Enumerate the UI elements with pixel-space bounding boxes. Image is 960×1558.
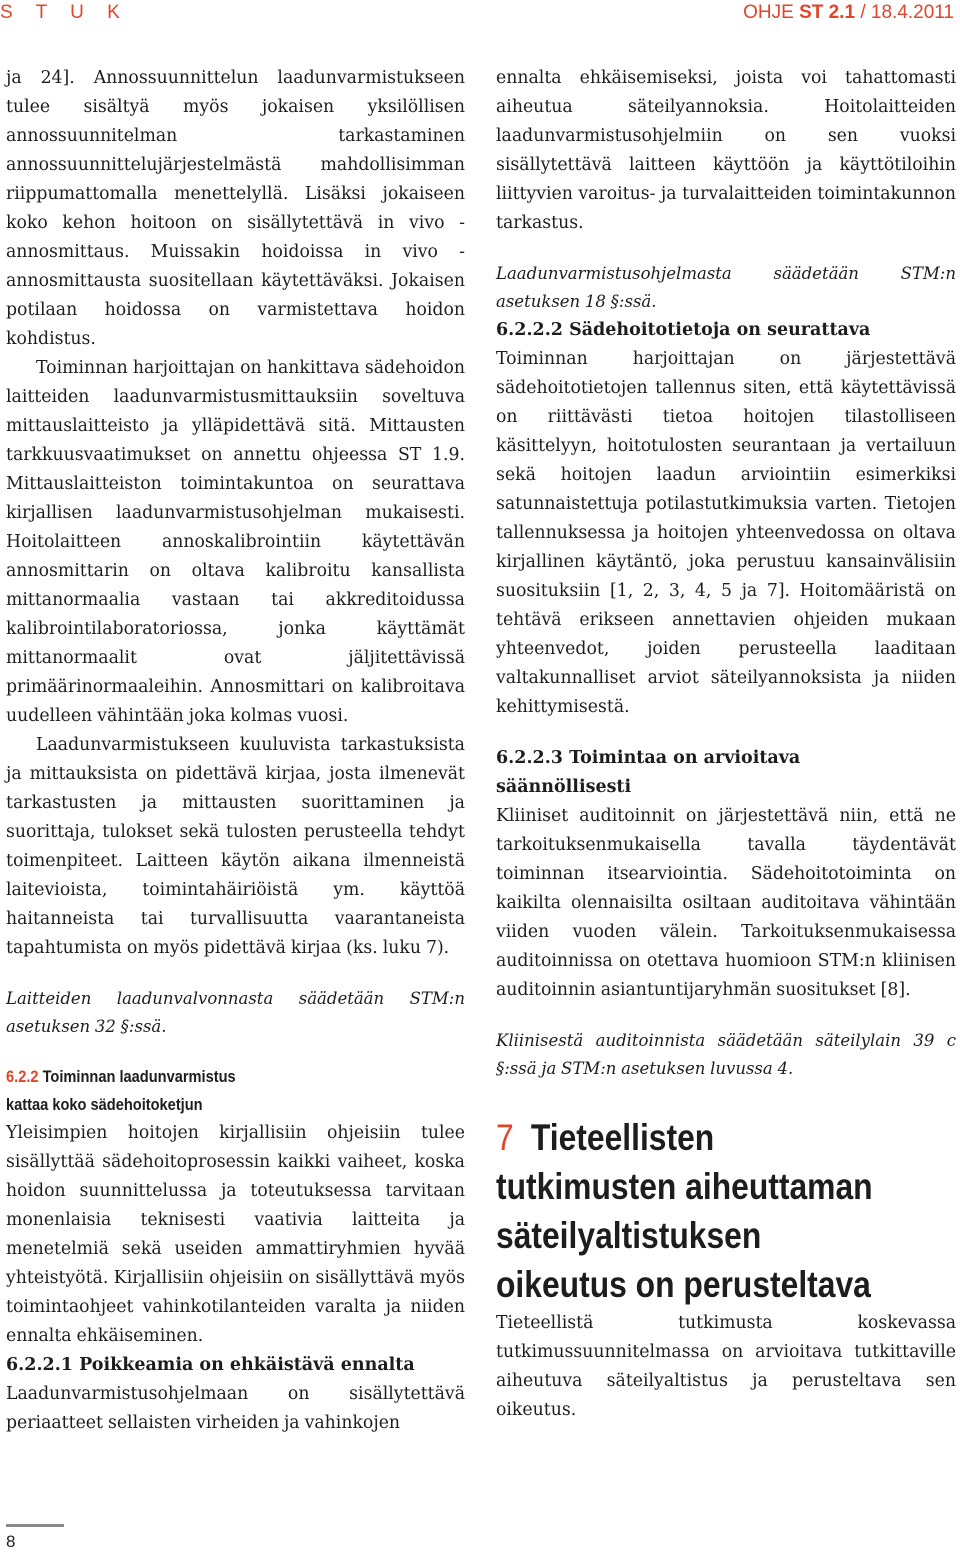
guide-code: ST 2.1 <box>799 2 856 23</box>
guide-prefix: OHJE <box>743 2 800 23</box>
right-column <box>496 64 956 1425</box>
section-heading-6-2-2-1: 6.2.2.1 Poikkeamia on ehkäistävä ennalta <box>6 1355 415 1375</box>
paragraph-kirjalliset-ohjeet: Yleisimpien hoitojen kirjallisiin ohjeisiin tulee sisällyttää sädehoitoprosessin kaikki vaiheet, koska hoidon suunnittelussa ja toteutuksessa tarvitaan monenlaisia teknisesti vaativia laitteita ja menetelmiä sekä useiden ammattiryhmien hyvää yhteistyötä. Kirjallisiin ohjeisiin on sisällyttävä myös toimintaohjeet vahinkotilanteiden varalta ja niiden ennalta ehkäiseminen. <box>6 1123 465 1346</box>
section-heading-6-2-2 <box>6 1063 465 1119</box>
legal-note-18: Laadunvarmistusohjelmasta säädetään STM:n asetuksen 18 §:ssä. <box>496 264 956 311</box>
paragraph-annossuunnittelu: ja 24]. Annossuunnittelun laadunvarmistukseen tulee sisältyä myös jokaisen yksilöllisen annossuunnitelman tarkastaminen annossuunnittelujärjestelmästä mahdollisimman riippumattomalla menettelyllä. Lisäksi jokaiseen koko kehon hoitoon on sisällytettävä in vivo -annosmittaus. Muissakin hoidoissa in vivo -annosmittausta suositellaan käytettäväksi. Jokaisen potilaan hoidossa on varmistettava hoidon kohdistus. <box>6 68 465 349</box>
guide-date: / 18.4.2011 <box>855 2 954 23</box>
paragraph-ennalta-ehkaisy: ennalta ehkäisemiseksi, joista voi tahattomasti aiheutua säteilyannoksia. Hoitolaitteiden laadunvarmistusohjelmiin on sen vuoksi sisällytettävä laitteen käyttöön ja käyttötiloihin liittyvien varoitus- ja turvalaitteiden toimintakunnon tarkastus. <box>496 68 956 233</box>
chapter-title-line2: tutkimusten aiheuttaman <box>496 1166 873 1207</box>
legal-note-39c: Kliinisestä auditoinnista säädetään säteilylain 39 c §:ssä ja STM:n asetuksen luvussa 4. <box>496 1031 956 1078</box>
page-header <box>0 0 960 36</box>
section-title-line2: säännöllisesti <box>496 777 632 797</box>
paragraph-sadehoitotiedot: Toiminnan harjoittajan on järjestettävä sädehoitotietojen tallennus siten, että käytettävissä on riittävästi tietoa hoitojen tilastolliseen käsittelyyn, hoitotulosten seurantaan ja vertailuun sekä hoitojen laadun arviointiin esimerkiksi satunnaistettuja potilastutkimuksia varten. Tietojen tallennuksessa ja hoitojen yhteenvedossa on oltava kirjallinen käytäntö, joka perustuu kansainvälisiin suosituksiin [1, 2, 3, 4, 5 ja 7]. Hoitomääristä on tehtävä erikseen annettavien ohjeiden mukaan yhteenvedot, joiden perusteella laaditaan valtakunnalliset arviot säteilyannoksista ja niiden kehittymisestä. <box>496 349 956 717</box>
section-title-line2: kattaa koko sädehoitoketjun <box>6 1095 203 1114</box>
chapter-number: 7 <box>496 1117 514 1158</box>
section-title-line1: 6.2.2.3 Toimintaa on arvioitava <box>496 748 801 768</box>
paragraph-kirjanpito: Laadunvarmistukseen kuuluvista tarkastuksista ja mittauksista on pidettävä kirjaa, josta ilmenevät tarkastusten ja mittausten suorittaminen ja suorittaja, tulokset sekä tulosten perusteella tehdyt toimenpiteet. Laitteen käytön aikana ilmenneistä laitevioista, toimintahäiriöistä ym. käyttöä haitanneista tai turvallisuutta vaarantaneista tapahtumista on myös pidettävä kirjaa (ks. luku 7). <box>6 735 465 958</box>
section-heading-6-2-2-3 <box>496 744 956 802</box>
section-title-line1: Toiminnan laadunvarmistus <box>42 1067 236 1086</box>
guide-reference <box>743 0 954 26</box>
footer-rule <box>6 1524 64 1527</box>
page-number: 8 <box>6 1532 16 1551</box>
chapter-title-line3: säteilyaltistuksen <box>496 1215 762 1256</box>
left-column <box>6 64 465 1438</box>
section-number: 6.2.2 <box>6 1067 39 1086</box>
section-heading-6-2-2-2: 6.2.2.2 Sädehoitotietoja on seurattava <box>496 320 871 340</box>
legal-note-32: Laitteiden laadunvalvonnasta säädetään STM:n asetuksen 32 §:ssä. <box>6 989 465 1036</box>
paragraph-mittauslaitteisto: Toiminnan harjoittajan on hankittava sädehoidon laitteiden laadunvarmistusmittauksiin soveltuva mittauslaitteisto ja ylläpidettävä sitä. Mittausten tarkkuusvaatimukset on annettu ohjeessa ST 1.9. Mittauslaitteiston toimintakuntoa on seurattava kirjallisen laadunvarmistusohjelman mukaisesti. Hoitolaitteen annoskalibrointiin käytettävän annosmittarin on oltava kalibroitu kansallista mittanormaalia vastaan tai akkreditoidussa kalibrointilaboratoriossa, jonka käyttämät mittanormaalit ovat jäljitettävissä primäärinormaaleihin. Annosmittari on kalibroitava uudelleen vähintään joka kolmas vuosi. <box>6 358 465 726</box>
chapter-title-line4: oikeutus on perusteltava <box>496 1264 871 1305</box>
paragraph-auditoinnit: Kliiniset auditoinnit on järjestettävä niin, että ne tarkoituksenmukaisella tavalla täydentävät toiminnan itsearviointia. Sädehoitotoiminta on kaikilta olennaisilta osiltaan auditoitava vähintään viiden vuoden välein. Tarkoituksenmukaisessa auditoinnissa on otettava huomioon STM:n kliinisen auditoinnin asiantuntijaryhmän suositukset [8]. <box>496 806 956 1000</box>
paragraph-tieteellinen-tutkimus: Tieteellistä tutkimusta koskevassa tutkimussuunnitelmassa on arvioitava tutkittaville aiheutuva säteilyaltistus ja perusteltava sen oikeutus. <box>496 1313 956 1420</box>
chapter-title-line1: Tieteellisten <box>530 1117 715 1158</box>
publisher-label: S T U K <box>0 2 129 23</box>
paragraph-laadunvarmistusohjelma: Laadunvarmistusohjelmaan on sisällytettävä periaatteet sellaisten virheiden ja vahinkojen <box>6 1384 465 1433</box>
chapter-heading-7 <box>496 1113 956 1309</box>
